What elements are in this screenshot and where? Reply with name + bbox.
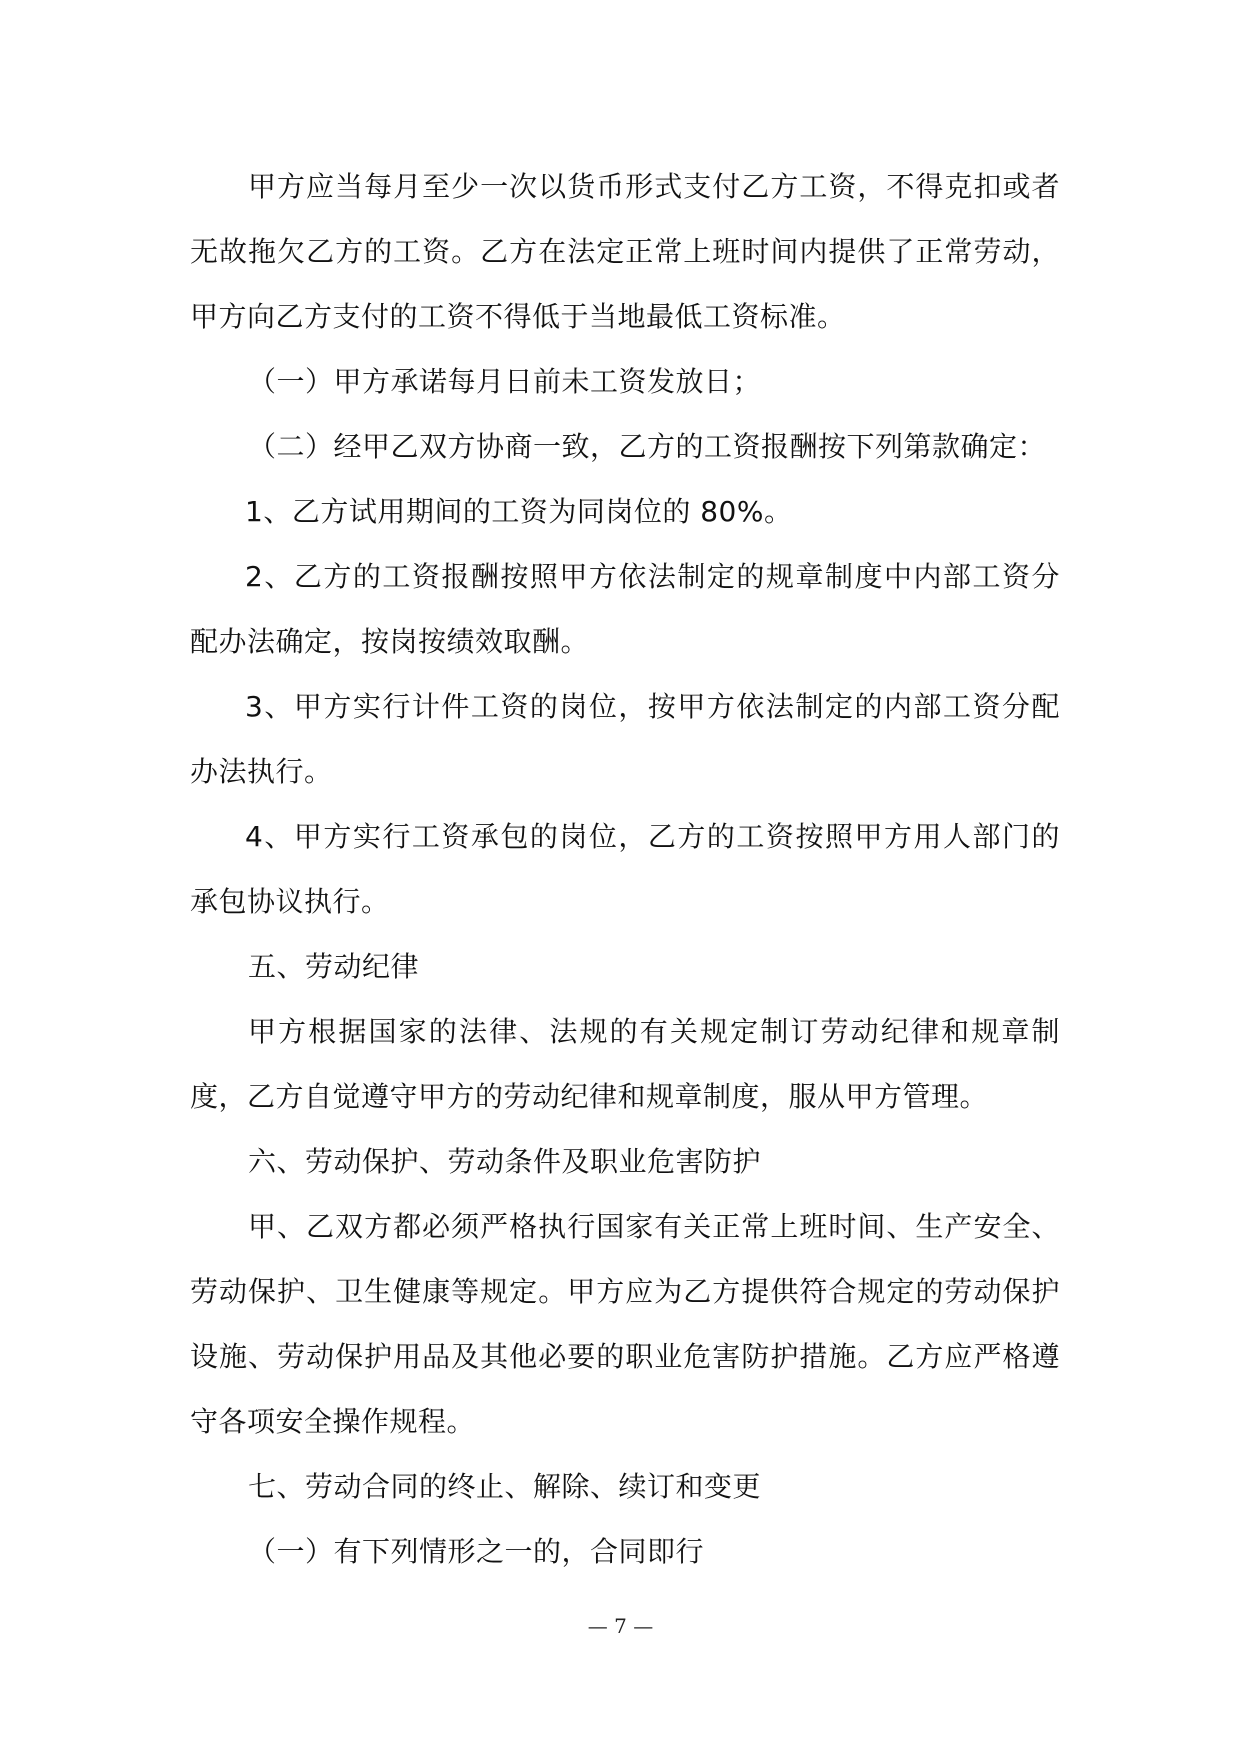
paragraph-payday: （一）甲方承诺每月日前未工资发放日； bbox=[248, 365, 762, 398]
paragraph-labor-discipline: 甲方根据国家的法律、法规的有关规定制订劳动纪律和规章制度，乙方自觉遵守甲方的劳动纪律和规章制度，服从甲方管理。 bbox=[190, 1015, 1060, 1113]
paragraph-item-2: 2、乙方的工资报酬按照甲方依法制定的规章制度中内部工资分配办法确定，按岗按绩效取酬。 bbox=[190, 560, 1060, 658]
paragraph-termination-cases: （一）有下列情形之一的，合同即行 bbox=[248, 1535, 705, 1568]
paragraph-wage-payment: 甲方应当每月至少一次以货币形式支付乙方工资，不得克扣或者无故拖欠乙方的工资。乙方在法定正常上班时间内提供了正常劳动，甲方向乙方支付的工资不得低于当地最低工资标准。 bbox=[190, 170, 1060, 333]
section-heading-contract-termination: 七、劳动合同的终止、解除、续订和变更 bbox=[248, 1470, 762, 1503]
paragraph-item-1: 1、乙方试用期间的工资为同岗位的 80%。 bbox=[245, 495, 793, 528]
section-heading-labor-protection: 六、劳动保护、劳动条件及职业危害防护 bbox=[248, 1145, 762, 1178]
page-number: — 7 — bbox=[587, 1614, 654, 1638]
paragraph-wage-terms: （二）经甲乙双方协商一致，乙方的工资报酬按下列第款确定： bbox=[248, 430, 1047, 463]
paragraph-item-4: 4、甲方实行工资承包的岗位，乙方的工资按照甲方用人部门的承包协议执行。 bbox=[190, 820, 1060, 918]
section-heading-labor-discipline: 五、劳动纪律 bbox=[248, 950, 420, 983]
document-body bbox=[190, 154, 1060, 1584]
paragraph-item-3: 3、甲方实行计件工资的岗位，按甲方依法制定的内部工资分配办法执行。 bbox=[190, 690, 1060, 788]
paragraph-labor-protection: 甲、乙双方都必须严格执行国家有关正常上班时间、生产安全、劳动保护、卫生健康等规定。甲方应为乙方提供符合规定的劳动保护设施、劳动保护用品及其他必要的职业危害防护措施。乙方应严格遵守各项安全操作规程。 bbox=[190, 1210, 1060, 1438]
